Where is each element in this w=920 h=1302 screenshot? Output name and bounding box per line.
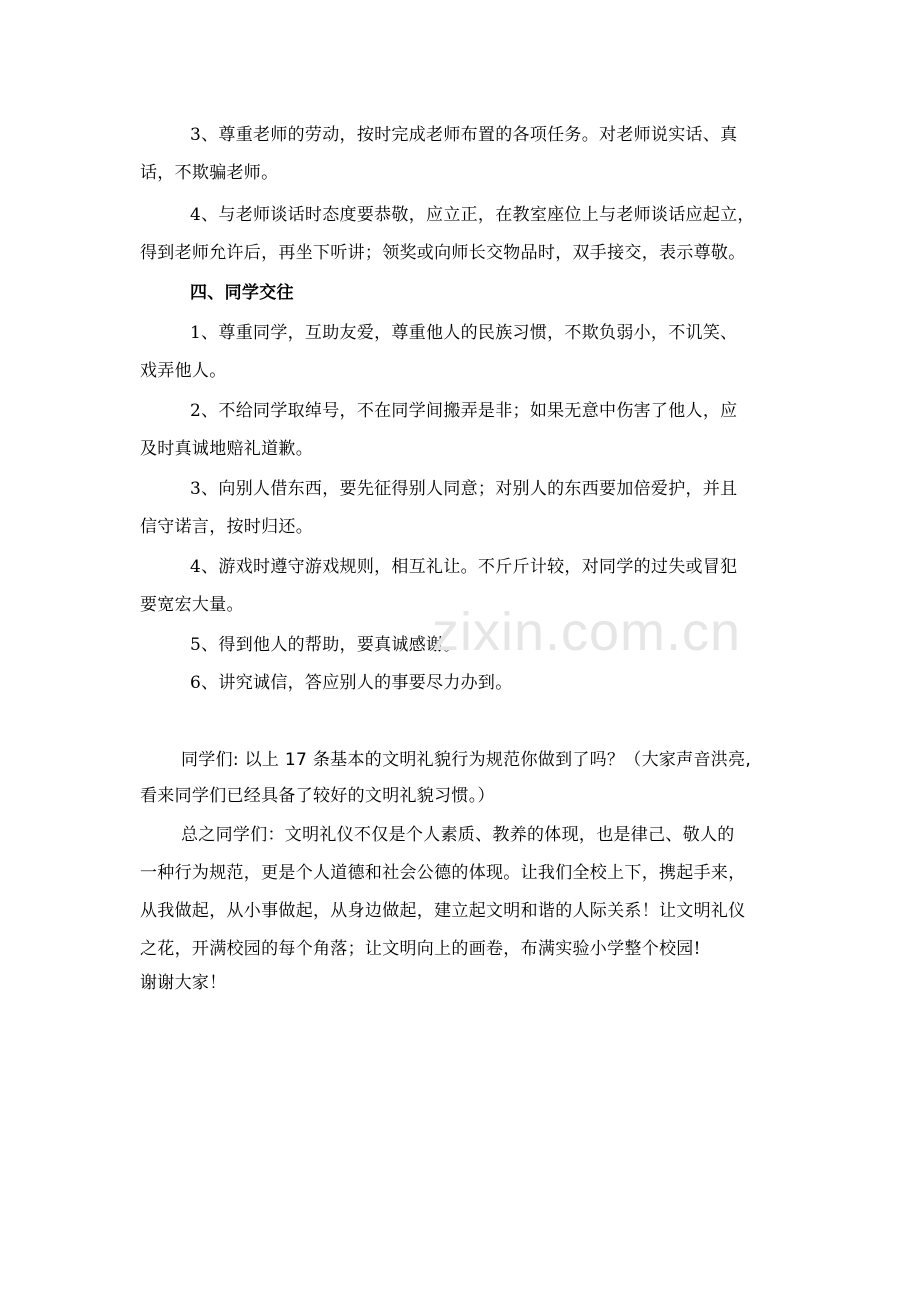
watermark: zixin.com.cn	[432, 602, 742, 662]
thanks-line: 谢谢大家！	[140, 973, 227, 993]
classmate-rule-4-line-2: 要宽宏大量。	[140, 595, 244, 615]
teacher-rule-3-line-2: 话，不欺骗老师。	[140, 163, 279, 183]
classmate-rule-6: 6、讲究诚信，答应别人的事要尽力办到。	[190, 673, 513, 693]
classmate-rule-1-line-2: 戏弄他人。	[140, 361, 227, 381]
teacher-rule-4-line-2: 得到老师允许后，再坐下听讲；领奖或向师长交物品时，双手接交，表示尊敬。	[140, 243, 746, 263]
closing-question-line-1: 同学们: 以上 17 条基本的文明礼貌行为规范你做到了吗？（大家声音洪亮,	[181, 750, 752, 770]
summary-line-4: 之花，开满校园的每个角落；让文明向上的画卷，布满实验小学整个校园!	[140, 939, 701, 959]
teacher-rule-4-line-1: 4、与老师谈话时态度要恭敬，应立正，在教室座位上与老师谈话应起立，	[190, 205, 755, 225]
summary-line-3: 从我做起，从小事做起，从身边做起，建立起文明和谐的人际关系！让文明礼仪	[140, 901, 746, 921]
classmate-rule-2-line-2: 及时真诚地赔礼道歉。	[140, 439, 313, 459]
classmate-rule-4-line-1: 4、游戏时遵守游戏规则，相互礼让。不斤斤计较，对同学的过失或冒犯	[190, 557, 738, 577]
classmate-rule-3-line-1: 3、向别人借东西，要先征得别人同意；对别人的东西要加倍爱护，并且	[190, 479, 738, 499]
summary-line-1: 总之同学们：文明礼仪不仅是个人素质、教养的体现，也是律己、敬人的	[181, 825, 735, 845]
classmate-rule-3-line-2: 信守诺言，按时归还。	[140, 517, 313, 537]
summary-line-2: 一种行为规范，更是个人道德和社会公德的体现。让我们全校上下，携起手来，	[140, 863, 746, 883]
classmate-rule-1-line-1: 1、尊重同学，互助友爱，尊重他人的民族习惯，不欺负弱小，不讥笑、	[190, 323, 738, 343]
closing-question-line-2: 看来同学们已经具备了较好的文明礼貌习惯。）	[140, 786, 495, 806]
section-heading: 四、同学交往	[190, 283, 294, 303]
classmate-rule-5: 5、得到他人的帮助，要真诚感谢。	[190, 635, 461, 655]
teacher-rule-3-line-1: 3、尊重老师的劳动，按时完成老师布置的各项任务。对老师说实话、真	[190, 125, 738, 145]
classmate-rule-2-line-1: 2、不给同学取绰号，不在同学间搬弄是非；如果无意中伤害了他人，应	[190, 401, 738, 421]
